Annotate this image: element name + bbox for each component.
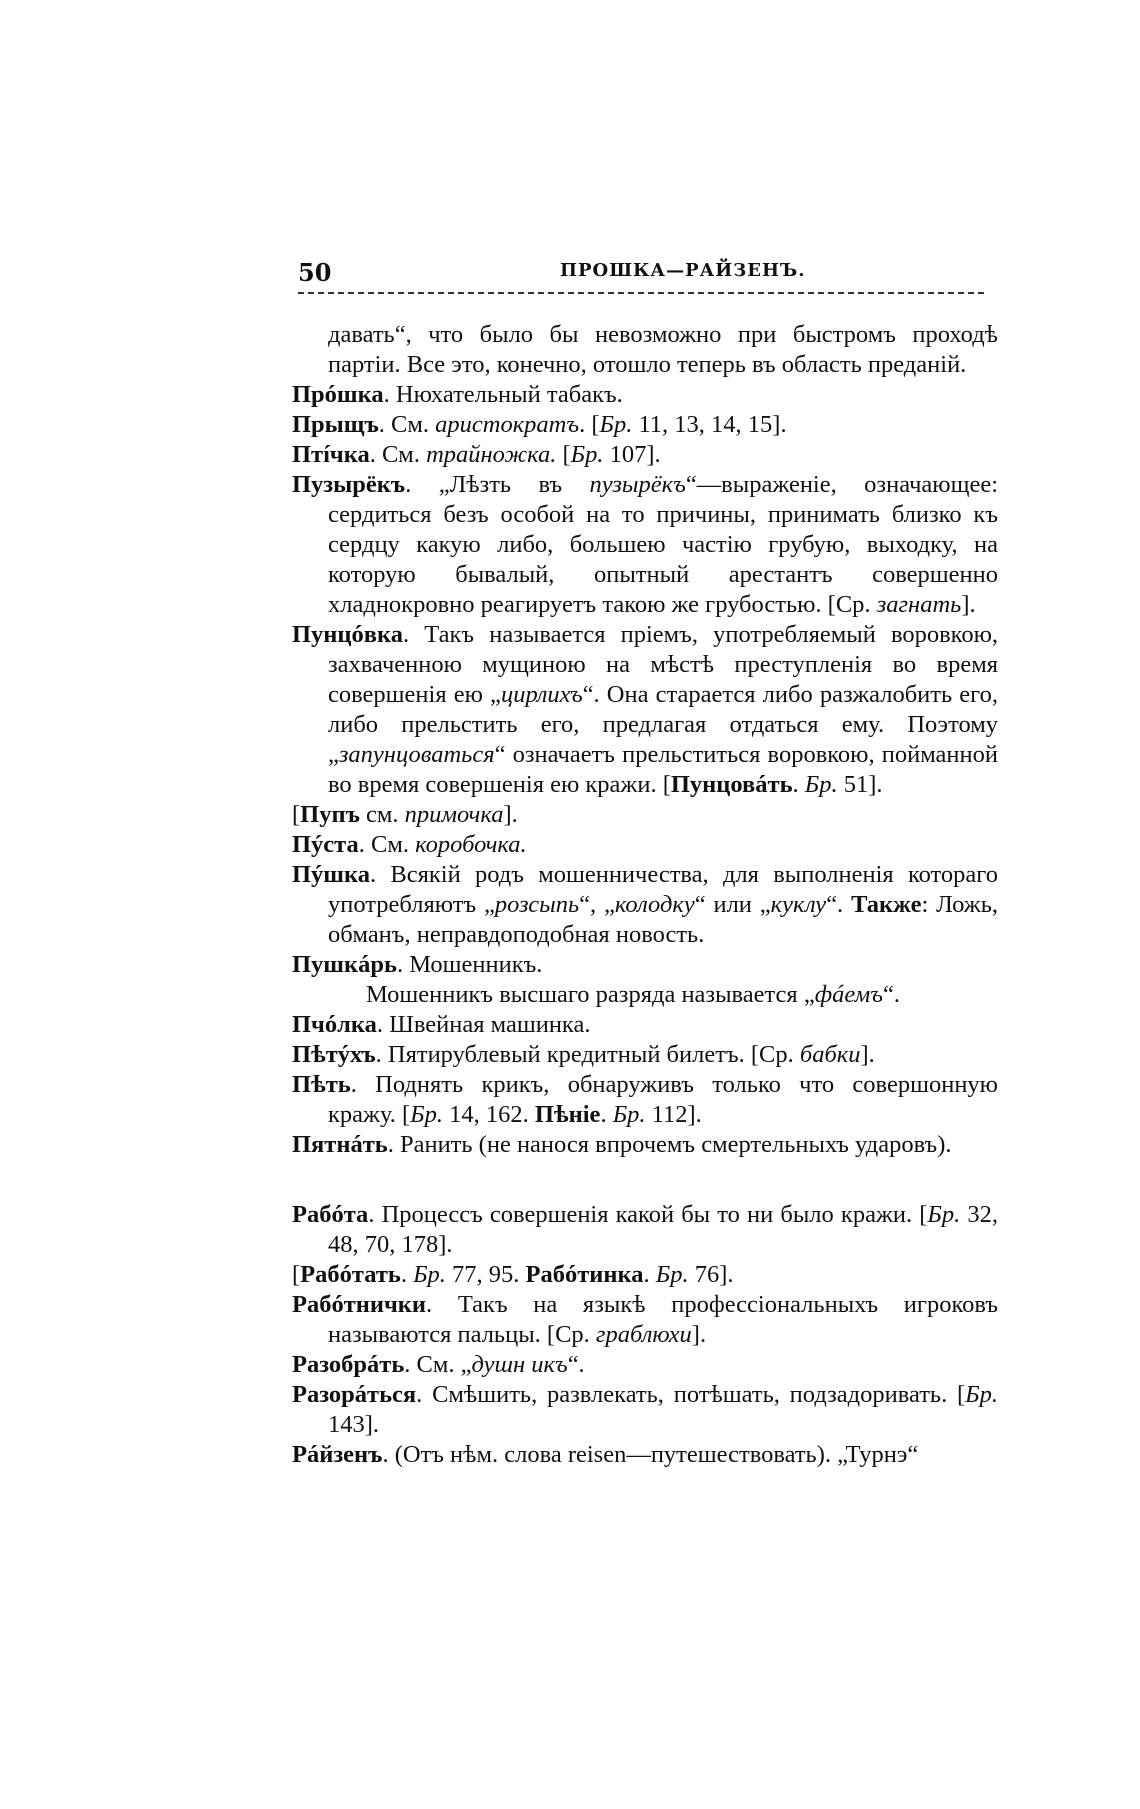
headword: Пунцóвка	[292, 621, 404, 648]
page-number: 50	[298, 258, 332, 287]
headword: Пчóлка	[292, 1011, 377, 1038]
entry-petukh: Пѣтýхъ. Пятирублевый кредитный билетъ. [Ср. бабки].	[292, 1041, 875, 1068]
headword: Рабóтнички	[292, 1291, 427, 1318]
headword: Рáйзенъ	[292, 1441, 383, 1468]
headword: Пýста	[292, 831, 359, 858]
headword: Прóшка	[292, 381, 384, 408]
headword: Пушкáрь	[292, 951, 397, 978]
entry-pushka: Пýшка. Всякій родъ мошенничества, для выполненія котораго употребляютъ „розсыпь“, „колодку“ или „куклу“. Также: Ложь, обманъ, неправдоподобная новость.	[292, 861, 999, 948]
headword: Пупъ	[300, 801, 360, 828]
entry-rabotnichki: Рабóтнички. Такъ на языкѣ профессіональныхъ игроковъ называются пальцы. [Ср. граблюхи].	[292, 1291, 998, 1348]
page-header	[298, 258, 990, 288]
entry-puzyryok: Пузырёкъ. „Лѣзть въ пузырёкъ“—выраженіе, означающее: сердиться безъ особой на то причины, принимать близко къ сердцу какую либо, большею частію грубую, выходку, на которую бывалый, опытный арестантъ совершенно хладнокровно реагируетъ такою же грубостью. [Ср. загнать].	[292, 471, 999, 618]
sub-headword: Пунцовáть	[670, 771, 793, 798]
headword: Прыщъ	[292, 411, 379, 438]
section-gap	[292, 1160, 998, 1200]
entry-pup: [Пупъ см. примочка].	[292, 801, 518, 828]
headword: Разобрáть	[292, 1351, 405, 1378]
dictionary-text	[292, 320, 998, 1470]
running-title: ПРОШКА—РАЙЗЕНЪ.	[560, 260, 806, 281]
headword: Рабóтать	[300, 1261, 401, 1288]
sub-headword: Рабóтинка	[525, 1261, 644, 1288]
headword: Пýшка	[292, 861, 370, 888]
entry-ptichka: Птíчка. См. трайножка. [Бр. 107].	[292, 441, 661, 468]
headword: Рабóта	[292, 1201, 369, 1228]
sub-headword: Пѣніе	[534, 1101, 601, 1128]
entry-puntsovka: Пунцóвка. Такъ называется пріемъ, употребляемый воровкою, захваченною мущиною на мѣстѣ преступленія во время совершенія ею „цирлихъ“. Она старается либо разжалобить его, либо прельстить его, предлагая отдаться ему. Поэтому „запунцоваться“ означаетъ прельститься воровкою, пойманной во время совершенія ею кражи. [Пунцовáть. Бр. 51].	[292, 621, 998, 798]
headword: Разорáться	[292, 1381, 417, 1408]
entry-razobrat: Разобрáть. См. „душн икъ“.	[292, 1351, 585, 1378]
entry-pet: Пѣть. Поднять крикъ, обнаруживъ только что совершонную кражу. [Бр. 14, 162. Пѣніе. Бр. 112].	[292, 1071, 998, 1128]
entry-razoratsya: Разорáться. Смѣшить, развлекать, потѣшать, подзадоривать. [Бр. 143].	[292, 1381, 998, 1438]
entry-pryshch: Прыщъ. См. аристократъ. [Бр. 11, 13, 14, 15].	[292, 411, 787, 438]
entry-rabotat: [Рабóтать. Бр. 77, 95. Рабóтинка. Бр. 76].	[292, 1261, 734, 1288]
entry-proshka: Прóшка. Нюхательный табакъ.	[292, 381, 623, 408]
sub-headword: Также	[851, 891, 922, 918]
headword: Птíчка	[292, 441, 370, 468]
entry-pusta: Пýста. См. коробочка.	[292, 831, 527, 858]
entry-pcholka: Пчóлка. Швейная машинка.	[292, 1011, 591, 1038]
headword: Пѣть	[292, 1071, 351, 1098]
headword: Пузырёкъ	[292, 471, 406, 498]
entry-pushkar-note: Мошенникъ высшаго разряда называется „фáемъ“.	[366, 981, 900, 1008]
entry-pushkar: Пушкáрь. Мошенникъ.	[292, 951, 543, 978]
header-rule	[298, 292, 984, 294]
entry-rabota: Рабóта. Процессъ совершенія какой бы то ни было кражи. [Бр. 32, 48, 70, 178].	[292, 1201, 998, 1258]
headword: Пѣтýхъ	[292, 1041, 376, 1068]
entry-pyatnat: Пятнáть. Ранить (не нанося впрочемъ смертельныхъ ударовъ).	[292, 1131, 952, 1158]
entry-rayzen: Рáйзенъ. (Отъ нѣм. слова reisen—путешествовать). „Турнэ“	[292, 1441, 919, 1468]
continuation-paragraph: давать“, что было бы невозможно при быстромъ проходѣ партіи. Все это, конечно, отошло теперь въ область преданій.	[328, 321, 998, 378]
headword: Пятнáть	[292, 1131, 388, 1158]
